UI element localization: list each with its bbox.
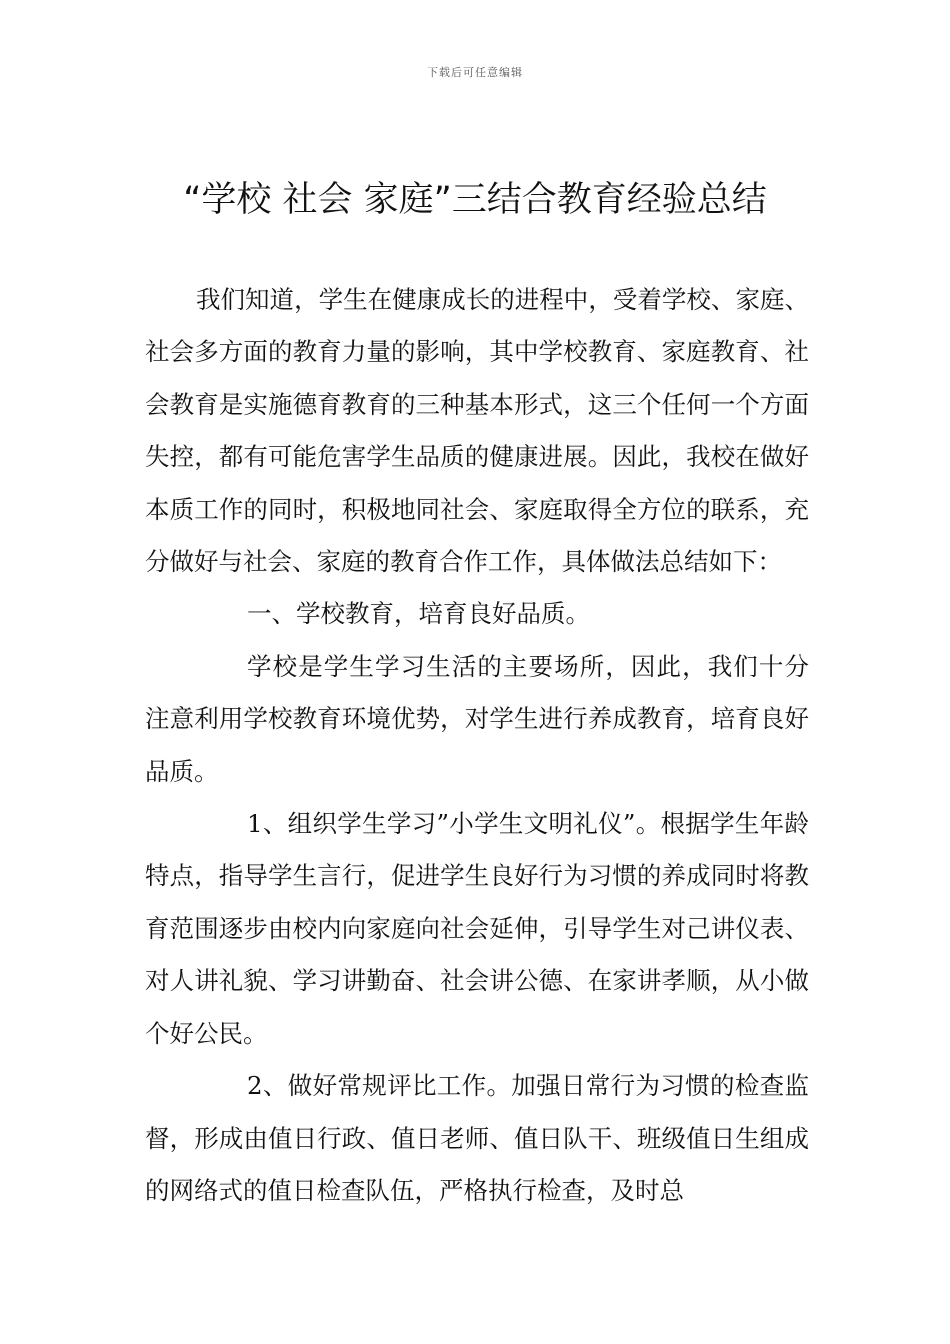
document-body bbox=[145, 274, 809, 1217]
paragraph-item-1: 1、组织学生学习”小学生文明礼仪”。根据学生年龄特点，指导学生言行，促进学生良好行为习惯的养成同时将教育范围逐步由校内向家庭向社会延伸，引导学生对己讲仪表、对人讲礼貌、学习讲勤奋、社会讲公德、在家讲孝顺，从小做个好公民。 bbox=[145, 809, 809, 1048]
paragraph-item-2: 2、做好常规评比工作。加强日常行为习惯的检查监督，形成由值日行政、值日老师、值日队干、班级值日生组成的网络式的值日检查队伍，严格执行检查，及时总 bbox=[145, 1071, 809, 1205]
document-title: “学校 社会 家庭”三结合教育经验总结 bbox=[183, 180, 767, 220]
header-note: 下载后可任意编辑 bbox=[427, 66, 523, 79]
paragraph-school: 学校是学生学习生活的主要场所，因此，我们十分注意利用学校教育环境优势，对学生进行养成教育，培育良好品质。 bbox=[145, 651, 809, 786]
section-heading-1: 一、学校教育，培育良好品质。 bbox=[247, 599, 590, 629]
paragraph-intro: 我们知道，学生在健康成长的进程中，受着学校、家庭、社会多方面的教育力量的影响，其中学校教育、家庭教育、社会教育是实施德育教育的三种基本形式，这三个任何一个方面失控，都有可能危害学生品质的健康进展。因此，我校在做好本质工作的同时，积极地同社会、家庭取得全方位的联系，充分做好与社会、家庭的教育合作工作，具体做法总结如下： bbox=[145, 285, 809, 577]
